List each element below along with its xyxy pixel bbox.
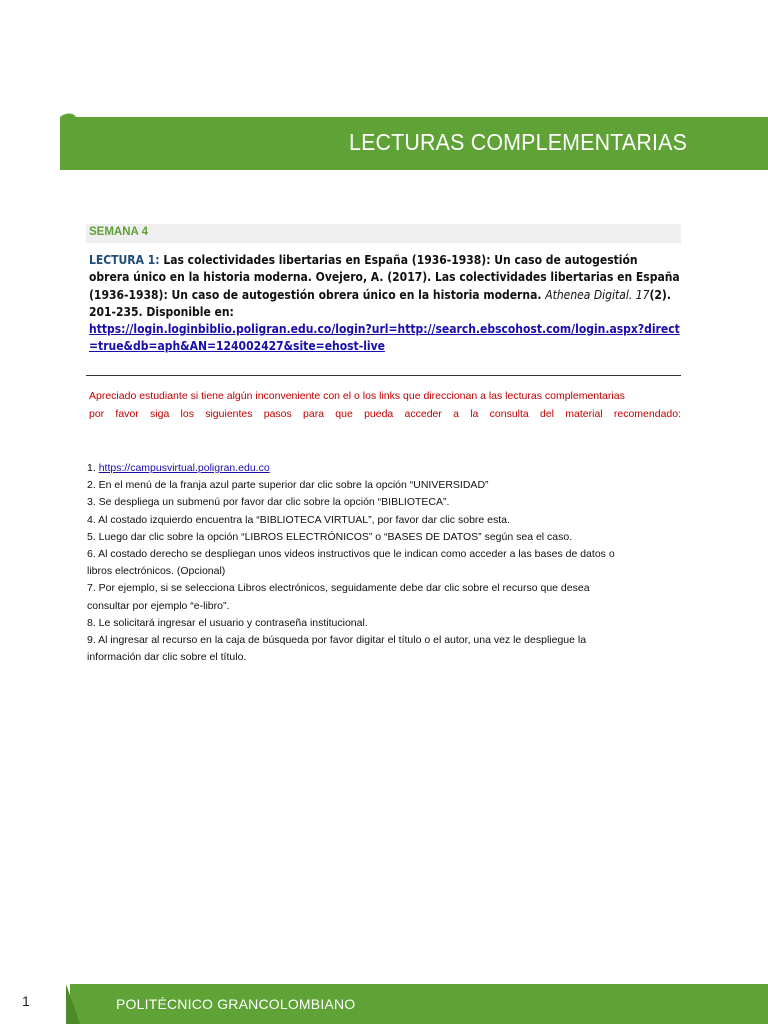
- step-8: 8. Le solicitará ingresar el usuario y contraseña institucional.: [87, 616, 368, 629]
- notice-line-2: por favor siga los siguientes pasos para que pueda acceder a la consulta del material recomendado:: [89, 407, 681, 420]
- section-number: 2: [58, 102, 82, 175]
- reading-tag: LECTURA 1:: [89, 253, 160, 267]
- step-6-line-1: 6. Al costado derecho se despliegan unos videos instructivos que le indican como acceder a las bases de datos o: [87, 548, 615, 561]
- reading-issue: (2). 201-235. Disponible en:: [89, 287, 671, 319]
- step-6-line-2: libros electrónicos. (Opcional): [87, 565, 226, 578]
- page-title: LECTURAS COMPLEMENTARIAS: [349, 129, 688, 155]
- step-9-line-1: 9. Al ingresar al recurso en la caja de búsqueda por favor digitar el título o el autor, una vez le despliegue la: [87, 634, 587, 647]
- week-label: SEMANA 4: [89, 226, 148, 238]
- reading-citation: Ovejero, A. (2017). Las colectividades libertarias en España (1936-1938): Un caso de autogestión obrera único en la historia moderna.: [89, 270, 680, 302]
- step-1: [87, 460, 687, 477]
- notice-paragraph: [89, 388, 681, 423]
- page-number: 1: [22, 993, 30, 1009]
- step-3: 3. Se despliega un submenú por favor dar clic sobre la opción “BIBLIOTECA”.: [87, 496, 450, 509]
- divider: [86, 375, 681, 376]
- campus-link[interactable]: https://campusvirtual.poligran.edu.co: [98, 462, 270, 474]
- steps-list: [87, 460, 687, 666]
- step-7-line-1: 7. Por ejemplo, si se selecciona Libros electrónicos, seguidamente debe dar clic sobre el recurso que desea: [87, 582, 590, 595]
- footer-notch: [66, 984, 80, 1024]
- week-row: [86, 224, 681, 243]
- step-2: 2. En el menú de la franja azul parte superior dar clic sobre la opción “UNIVERSIDAD”: [87, 479, 489, 492]
- footer-institution: POLITÉCNICO GRANCOLOMBIANO: [116, 996, 356, 1012]
- notice-line-1: Apreciado estudiante si tiene algún inconveniente con el o los links que direccionan a las lecturas complementarias: [89, 390, 625, 402]
- step-7-line-2: consultar por ejemplo “e-libro”.: [87, 599, 230, 612]
- reading-link[interactable]: https://login.loginbiblio.poligran.edu.co/login?url=http://search.ebscohost.com/login.aspx?direct=true&db=aph&AN=124002427&site=ehost-live: [89, 322, 680, 354]
- step-1-number: 1.: [87, 462, 99, 474]
- reading-journal: Athenea Digital. 17: [545, 287, 650, 302]
- footer-page-box: [0, 984, 70, 1024]
- reading-entry: [89, 252, 681, 356]
- reading-title: Las colectividades libertarias en España (1936-1938): Un caso de autogestión obrera único en la historia moderna.: [89, 253, 638, 285]
- step-4: 4. Al costado izquierdo encuentra la “BIBLIOTECA VIRTUAL”, por favor dar clic sobre esta.: [87, 513, 510, 526]
- step-5: 5. Luego dar clic sobre la opción “LIBROS ELECTRÓNICOS” o “BASES DE DATOS” según sea el caso.: [87, 530, 573, 543]
- step-9-line-2: información dar clic sobre el título.: [87, 651, 247, 664]
